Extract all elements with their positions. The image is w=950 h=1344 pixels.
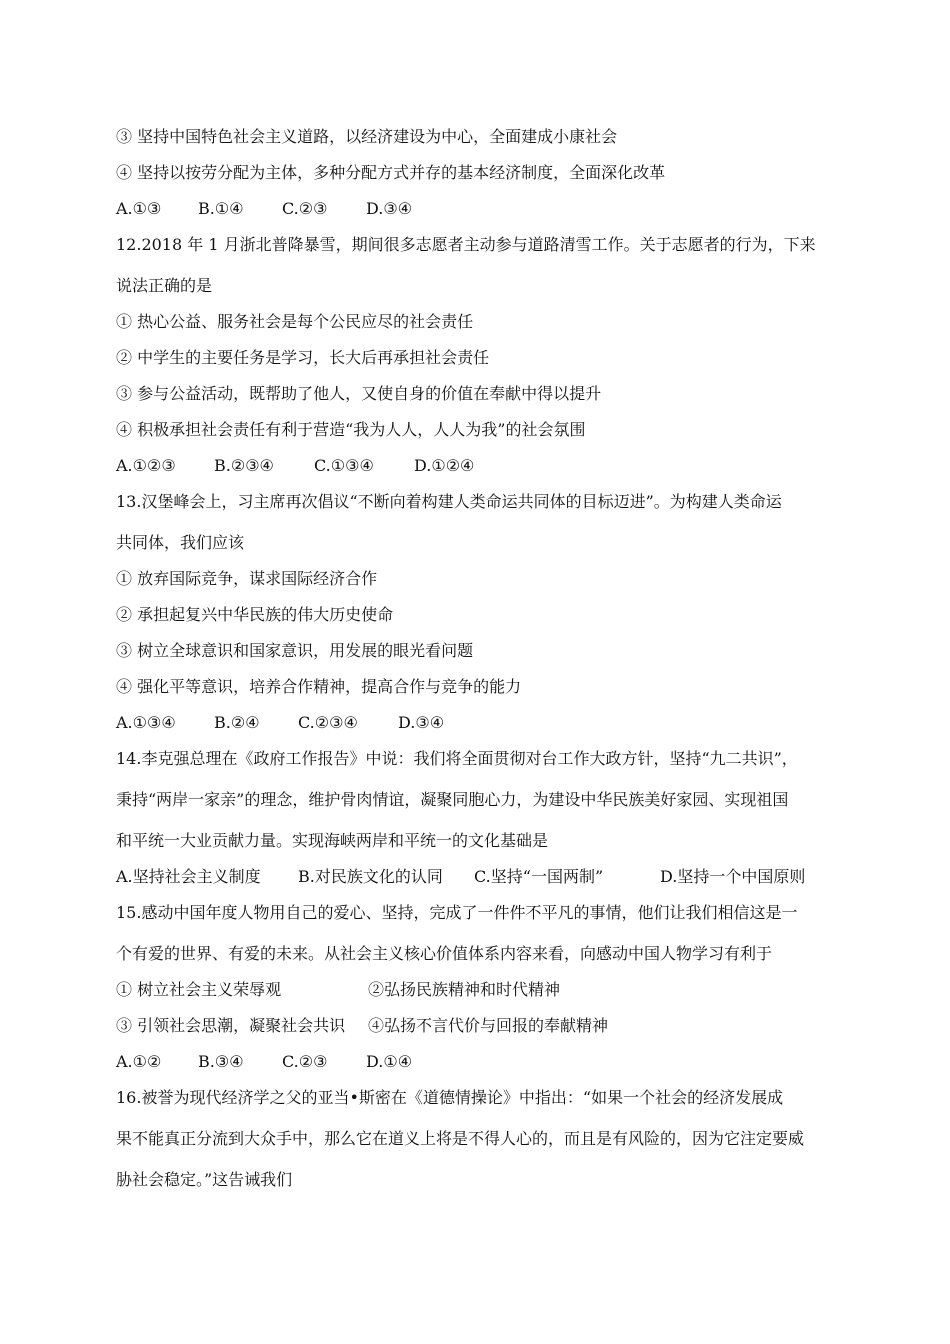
choice-a: A.①② (116, 1052, 162, 1071)
question-stem: 个有爱的世界、有爱的未来。从社会主义核心价值体系内容来看，向感动中国人物学习有利于 (116, 944, 773, 963)
question-stem: 说法正确的是 (116, 276, 213, 295)
option-item: ③ 引领社会思潮，凝聚社会共识 (116, 1016, 346, 1035)
question-stem: 和平统一大业贡献力量。实现海峡两岸和平统一的文化基础是 (116, 831, 549, 850)
choice-c: C.①③④ (314, 456, 374, 475)
choice-c: C.②③ (282, 199, 328, 218)
choice-a: A.坚持社会主义制度 (116, 867, 261, 886)
choice-c: C.②③ (282, 1052, 328, 1071)
choice-d: D.③④ (398, 713, 445, 732)
option-item: ④ 积极承担社会责任有利于营造“我为人人，人人为我”的社会氛围 (116, 420, 586, 439)
choice-b: B.③④ (198, 1052, 244, 1071)
option-item: ④ 强化平等意识，培养合作精神，提高合作与竞争的能力 (116, 677, 522, 696)
choice-c: C.坚持“一国两制” (474, 867, 604, 886)
choice-a: A.①③ (116, 199, 162, 218)
choice-c: C.②③④ (298, 713, 358, 732)
option-item: ②弘扬民族精神和时代精神 (368, 980, 561, 999)
choice-b: B.对民族文化的认同 (298, 867, 443, 886)
option-item: ① 树立社会主义荣辱观 (116, 980, 282, 999)
choice-d: D.①②④ (414, 456, 475, 475)
choice-b: B.②③④ (214, 456, 274, 475)
option-row (116, 1016, 608, 1036)
option-item: ④弘扬不言代价与回报的奉献精神 (368, 1016, 609, 1035)
answer-choices (116, 1052, 412, 1072)
question-stem: 果不能真正分流到大众手中，那么它在道义上将是不得人心的，而且是有风险的，因为它注定要威 (116, 1129, 805, 1148)
option-item: ③ 参与公益活动，既帮助了他人，又使自身的价值在奉献中得以提升 (116, 384, 602, 403)
question-stem: 16.被誉为现代经济学之父的亚当•斯密在《道德情操论》中指出：“如果一个社会的经济发展成 (116, 1088, 784, 1107)
question-stem: 12.2018 年 1 月浙北普降暴雪，期间很多志愿者主动参与道路清雪工作。关于志愿者的行为，下来 (116, 235, 816, 254)
option-item: ④ 坚持以按劳分配为主体，多种分配方式并存的基本经济制度，全面深化改革 (116, 163, 666, 182)
question-stem: 共同体，我们应该 (116, 533, 245, 552)
answer-choices (116, 713, 444, 733)
question-stem: 15.感动中国年度人物用自己的爱心、坚持，完成了一件件不平凡的事情，他们让我们相信这是一 (116, 903, 798, 922)
question-stem: 胁社会稳定。”这告诫我们 (116, 1170, 293, 1189)
choice-b: B.②④ (214, 713, 260, 732)
choice-d: D.坚持一个中国原则 (660, 867, 806, 886)
question-stem: 14.李克强总理在《政府工作报告》中说：我们将全面贯彻对台工作大政方针，坚持“九二共识”， (116, 749, 798, 768)
answer-choices (116, 456, 474, 476)
option-item: ② 承担起复兴中华民族的伟大历史使命 (116, 605, 394, 624)
choice-a: A.①③④ (116, 713, 176, 732)
option-item: ③ 树立全球意识和国家意识，用发展的眼光看问题 (116, 641, 474, 660)
question-stem: 秉持“两岸一家亲”的理念，维护骨肉情谊，凝聚同胞心力，为建设中华民族美好家园、实现祖国 (116, 790, 789, 809)
choice-b: B.①④ (198, 199, 244, 218)
option-item: ② 中学生的主要任务是学习，长大后再承担社会责任 (116, 348, 490, 367)
answer-choices (116, 867, 805, 887)
option-item: ① 热心公益、服务社会是每个公民应尽的社会责任 (116, 312, 474, 331)
option-row (116, 980, 560, 1000)
answer-choices (116, 199, 412, 219)
option-item: ③ 坚持中国特色社会主义道路，以经济建设为中心，全面建成小康社会 (116, 127, 618, 146)
choice-d: D.③④ (366, 199, 413, 218)
choice-d: D.①④ (366, 1052, 413, 1071)
option-item: ① 放弃国际竞争，谋求国际经济合作 (116, 569, 378, 588)
question-stem: 13.汉堡峰会上，习主席再次倡议“不断向着构建人类命运共同体的目标迈进”。为构建人类命运 (116, 492, 782, 511)
choice-a: A.①②③ (116, 456, 176, 475)
